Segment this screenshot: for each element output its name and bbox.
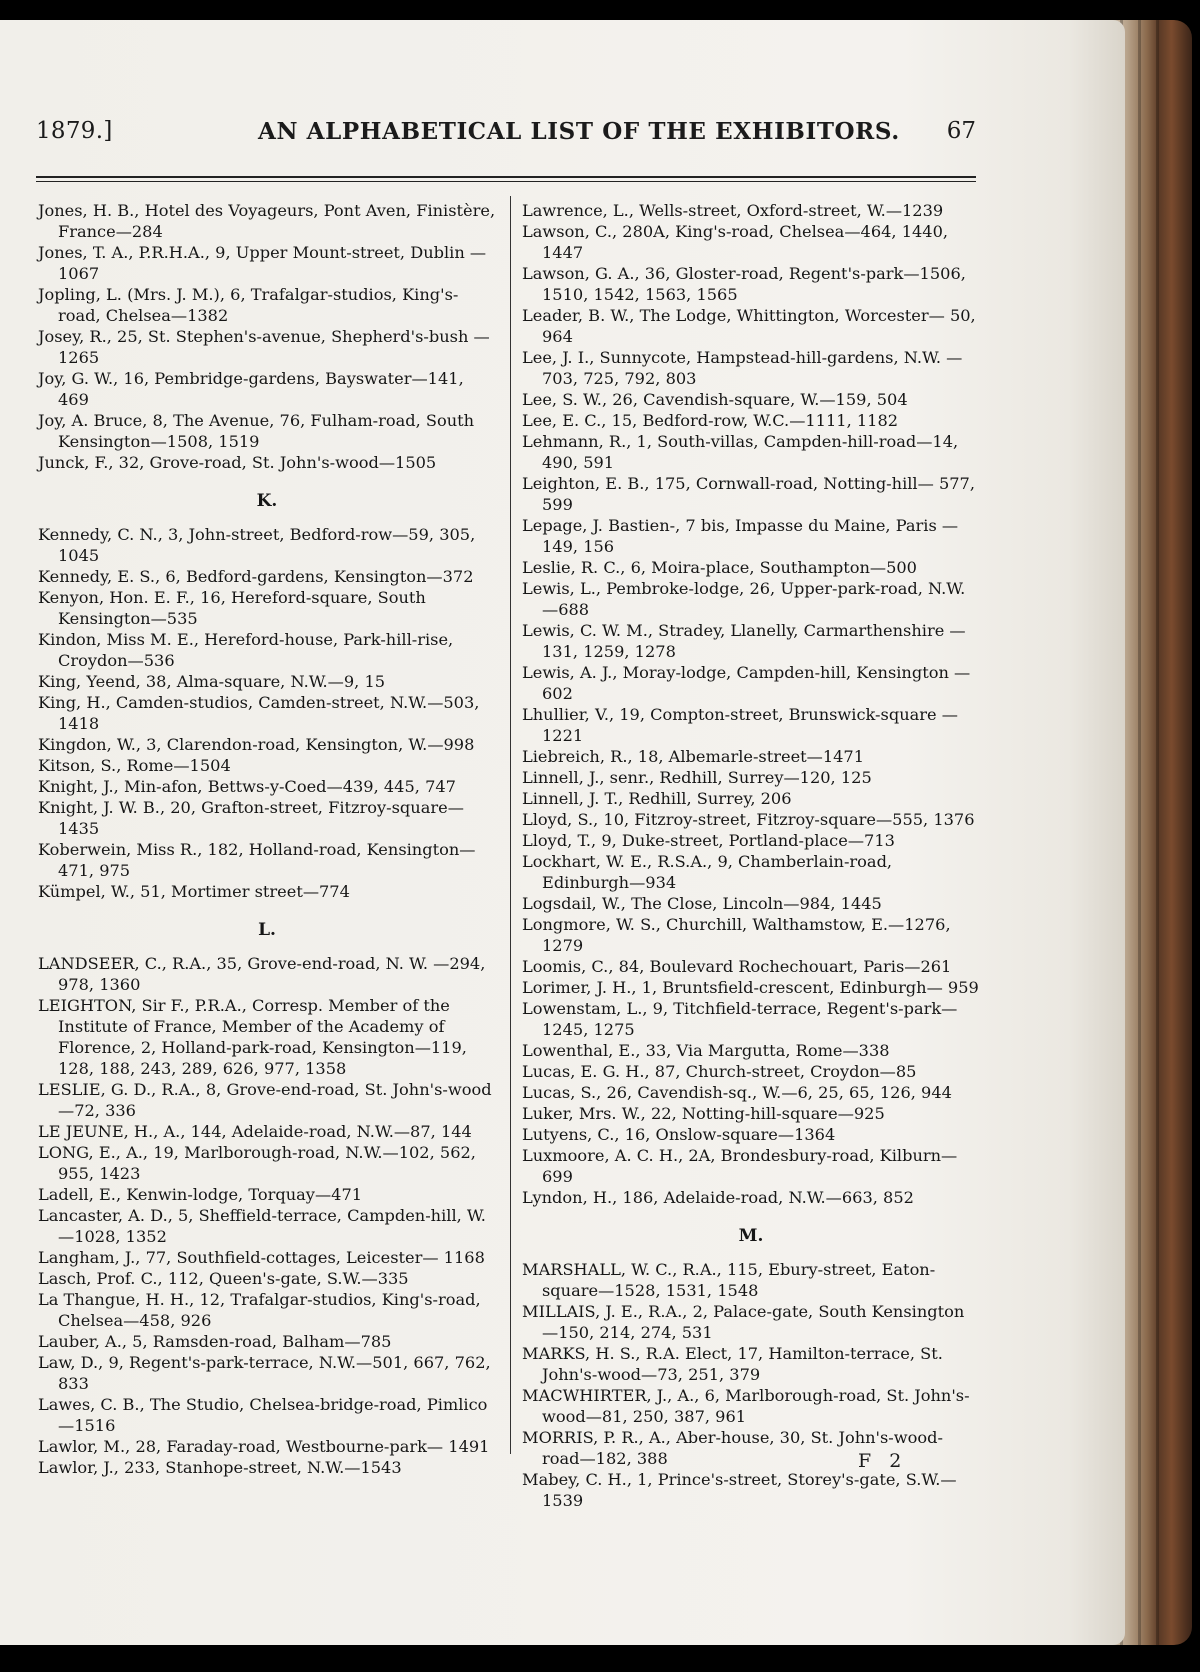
right-column	[522, 200, 980, 1511]
entries-k	[38, 524, 496, 902]
exhibitor-entry: Lee, E. C., 15, Bedford-row, W.C.—1111, 1182	[522, 411, 899, 430]
section-heading-k: K.	[256, 491, 278, 511]
exhibitor-entry: Knight, J., Min-afon, Bettws-y-Coed—439, 445, 747	[38, 777, 456, 796]
book-page	[0, 20, 1125, 1645]
exhibitor-entry: Kümpel, W., 51, Mortimer street—774	[38, 882, 350, 901]
exhibitor-entry: Lutyens, C., 16, Onslow-square—1364	[522, 1125, 836, 1144]
entries-m	[522, 1259, 980, 1511]
edge-stripe	[1138, 20, 1141, 1645]
exhibitor-entry: Lewis, C. W. M., Stradey, Llanelly, Carmarthenshire —131, 1259, 1278	[522, 621, 966, 661]
exhibitor-entry: MARKS, H. S., R.A. Elect, 17, Hamilton-terrace, St. John's-wood—73, 251, 379	[522, 1344, 943, 1384]
exhibitor-entry: Lawson, C., 280A, King's-road, Chelsea—464, 1440, 1447	[522, 222, 949, 262]
exhibitor-entry: Lancaster, A. D., 5, Sheffield-terrace, Campden-hill, W.—1028, 1352	[38, 1206, 486, 1246]
column-divider	[510, 196, 511, 1454]
exhibitor-entry: Lewis, A. J., Moray-lodge, Campden-hill, Kensington —602	[522, 663, 971, 703]
exhibitor-entry: Junck, F., 32, Grove-road, St. John's-wood—1505	[38, 453, 437, 472]
entries-l	[38, 953, 496, 1478]
exhibitor-entry: Leslie, R. C., 6, Moira-place, Southampton—500	[522, 558, 917, 577]
exhibitor-entry: Lowenthal, E., 33, Via Margutta, Rome—338	[522, 1041, 890, 1060]
exhibitor-entry: King, Yeend, 38, Alma-square, N.W.—9, 15	[38, 672, 386, 691]
exhibitor-entry: LONG, E., A., 19, Marlborough-road, N.W.—102, 562, 955, 1423	[38, 1143, 476, 1183]
exhibitor-entry: Lucas, E. G. H., 87, Church-street, Croydon—85	[522, 1062, 917, 1081]
exhibitor-entry: Ladell, E., Kenwin-lodge, Torquay—471	[38, 1185, 363, 1204]
exhibitor-entry: Liebreich, R., 18, Albemarle-street—1471	[522, 747, 865, 766]
exhibitor-entry: Kingdon, W., 3, Clarendon-road, Kensington, W.—998	[38, 735, 475, 754]
exhibitor-entry: Lucas, S., 26, Cavendish-sq., W.—6, 25, 65, 126, 944	[522, 1083, 952, 1102]
exhibitor-entry: Koberwein, Miss R., 182, Holland-road, Kensington— 471, 975	[38, 840, 476, 880]
header-title: AN ALPHABETICAL LIST OF THE EXHIBITORS.	[258, 118, 900, 145]
entries-l-continued	[522, 200, 980, 1208]
exhibitor-entry: Joy, G. W., 16, Pembridge-gardens, Bayswater—141, 469	[38, 369, 464, 409]
exhibitor-entry: Lawson, G. A., 36, Gloster-road, Regent's-park—1506, 1510, 1542, 1563, 1565	[522, 264, 966, 304]
section-heading-m: M.	[738, 1226, 764, 1246]
exhibitor-entry: MARSHALL, W. C., R.A., 115, Ebury-street, Eaton-square—1528, 1531, 1548	[522, 1260, 936, 1300]
signature-mark: F 2	[858, 1450, 908, 1472]
exhibitor-entry: Loomis, C., 84, Boulevard Rochechouart, Paris—261	[522, 957, 952, 976]
exhibitor-entry: Lockhart, W. E., R.S.A., 9, Chamberlain-road, Edinburgh—934	[522, 852, 893, 892]
exhibitor-entry: Josey, R., 25, St. Stephen's-avenue, Shepherd's-bush —1265	[38, 327, 490, 367]
exhibitor-entry: Knight, J. W. B., 20, Grafton-street, Fitzroy-square— 1435	[38, 798, 464, 838]
exhibitor-entry: Langham, J., 77, Southfield-cottages, Leicester— 1168	[38, 1248, 485, 1267]
exhibitor-entry: MACWHIRTER, J., A., 6, Marlborough-road, St. John's-wood—81, 250, 387, 961	[522, 1386, 970, 1426]
exhibitor-entry: King, H., Camden-studios, Camden-street, N.W.—503, 1418	[38, 693, 480, 733]
header-rule	[36, 176, 976, 182]
exhibitor-entry: Jones, T. A., P.R.H.A., 9, Upper Mount-street, Dublin —1067	[38, 243, 487, 283]
exhibitor-entry: Linnell, J., senr., Redhill, Surrey—120, 125	[522, 768, 872, 787]
exhibitor-entry: La Thangue, H. H., 12, Trafalgar-studios, King's-road, Chelsea—458, 926	[38, 1290, 481, 1330]
exhibitor-entry: LE JEUNE, H., A., 144, Adelaide-road, N.W.—87, 144	[38, 1122, 472, 1141]
exhibitor-entry: Leighton, E. B., 175, Cornwall-road, Notting-hill— 577, 599	[522, 474, 975, 514]
exhibitor-entry: Lloyd, T., 9, Duke-street, Portland-place—713	[522, 831, 895, 850]
exhibitor-entry: Lorimer, J. H., 1, Bruntsfield-crescent, Edinburgh— 959	[522, 978, 979, 997]
exhibitor-entry: Luker, Mrs. W., 22, Notting-hill-square—925	[522, 1104, 885, 1123]
exhibitor-entry: Luxmoore, A. C. H., 2A, Brondesbury-road, Kilburn— 699	[522, 1146, 958, 1186]
exhibitor-entry: LESLIE, G. D., R.A., 8, Grove-end-road, St. John's-wood—72, 336	[38, 1080, 492, 1120]
exhibitor-entry: Lawlor, J., 233, Stanhope-street, N.W.—1543	[38, 1458, 402, 1477]
exhibitor-entry: Jones, H. B., Hotel des Voyageurs, Pont Aven, Finistère, France—284	[38, 201, 496, 241]
exhibitor-entry: MILLAIS, J. E., R.A., 2, Palace-gate, South Kensington—150, 214, 274, 531	[522, 1302, 965, 1342]
exhibitor-entry: Longmore, W. S., Churchill, Walthamstow, E.—1276, 1279	[522, 915, 951, 955]
edge-stripe	[1156, 20, 1159, 1645]
exhibitor-entry: Lee, S. W., 26, Cavendish-square, W.—159, 504	[522, 390, 908, 409]
exhibitor-entry: Linnell, J. T., Redhill, Surrey, 206	[522, 789, 792, 808]
exhibitor-entry: Lehmann, R., 1, South-villas, Campden-hill-road—14, 490, 591	[522, 432, 959, 472]
exhibitor-entry: Kitson, S., Rome—1504	[38, 756, 231, 775]
exhibitor-entry: Lauber, A., 5, Ramsden-road, Balham—785	[38, 1332, 392, 1351]
header-year: 1879.]	[36, 118, 113, 144]
exhibitor-entry: Leader, B. W., The Lodge, Whittington, Worcester— 50, 964	[522, 306, 976, 346]
exhibitor-entry: Kindon, Miss M. E., Hereford-house, Park-hill-rise, Croydon—536	[38, 630, 454, 670]
exhibitor-entry: Lasch, Prof. C., 112, Queen's-gate, S.W.—335	[38, 1269, 409, 1288]
section-heading-l: L.	[258, 920, 276, 940]
exhibitor-entry: MORRIS, P. R., A., Aber-house, 30, St. John's-wood-road—182, 388	[522, 1428, 943, 1468]
exhibitor-entry: LEIGHTON, Sir F., P.R.A., Corresp. Member of the Institute of France, Member of the Academy of Florence, 2, Holland-park-road, Kensington—119, 128, 188, 243, 289, 626, 977, 1358	[38, 996, 467, 1078]
left-column	[38, 200, 496, 1478]
exhibitor-entry: Law, D., 9, Regent's-park-terrace, N.W.—501, 667, 762, 833	[38, 1353, 491, 1393]
page-number: 67	[946, 118, 976, 144]
exhibitor-entry: Lawlor, M., 28, Faraday-road, Westbourne-park— 1491	[38, 1437, 490, 1456]
exhibitor-entry: Lloyd, S., 10, Fitzroy-street, Fitzroy-square—555, 1376	[522, 810, 975, 829]
exhibitor-entry: Lyndon, H., 186, Adelaide-road, N.W.—663, 852	[522, 1188, 914, 1207]
exhibitor-entry: Logsdail, W., The Close, Lincoln—984, 1445	[522, 894, 882, 913]
exhibitor-entry: LANDSEER, C., R.A., 35, Grove-end-road, N. W. —294, 978, 1360	[38, 954, 486, 994]
exhibitor-entry: Lawes, C. B., The Studio, Chelsea-bridge-road, Pimlico—1516	[38, 1395, 488, 1435]
exhibitor-entry: Lee, J. I., Sunnycote, Hampstead-hill-gardens, N.W. —703, 725, 792, 803	[522, 348, 963, 388]
exhibitor-entry: Mabey, C. H., 1, Prince's-street, Storey's-gate, S.W.— 1539	[522, 1470, 957, 1510]
entries-j	[38, 200, 496, 473]
exhibitor-entry: Lowenstam, L., 9, Titchfield-terrace, Regent's-park— 1245, 1275	[522, 999, 958, 1039]
exhibitor-entry: Lepage, J. Bastien-, 7 bis, Impasse du Maine, Paris —149, 156	[522, 516, 959, 556]
exhibitor-entry: Jopling, L. (Mrs. J. M.), 6, Trafalgar-studios, King's-road, Chelsea—1382	[38, 285, 459, 325]
exhibitor-entry: Lewis, L., Pembroke-lodge, 26, Upper-park-road, N.W.—688	[522, 579, 966, 619]
exhibitor-entry: Kenyon, Hon. E. F., 16, Hereford-square, South Kensington—535	[38, 588, 426, 628]
exhibitor-entry: Lhullier, V., 19, Compton-street, Brunswick-square —1221	[522, 705, 958, 745]
exhibitor-entry: Kennedy, E. S., 6, Bedford-gardens, Kensington—372	[38, 567, 474, 586]
exhibitor-entry: Joy, A. Bruce, 8, The Avenue, 76, Fulham-road, South Kensington—1508, 1519	[38, 411, 475, 451]
exhibitor-entry: Lawrence, L., Wells-street, Oxford-street, W.—1239	[522, 201, 944, 220]
running-header	[36, 118, 976, 158]
exhibitor-entry: Kennedy, C. N., 3, John-street, Bedford-row—59, 305, 1045	[38, 525, 476, 565]
